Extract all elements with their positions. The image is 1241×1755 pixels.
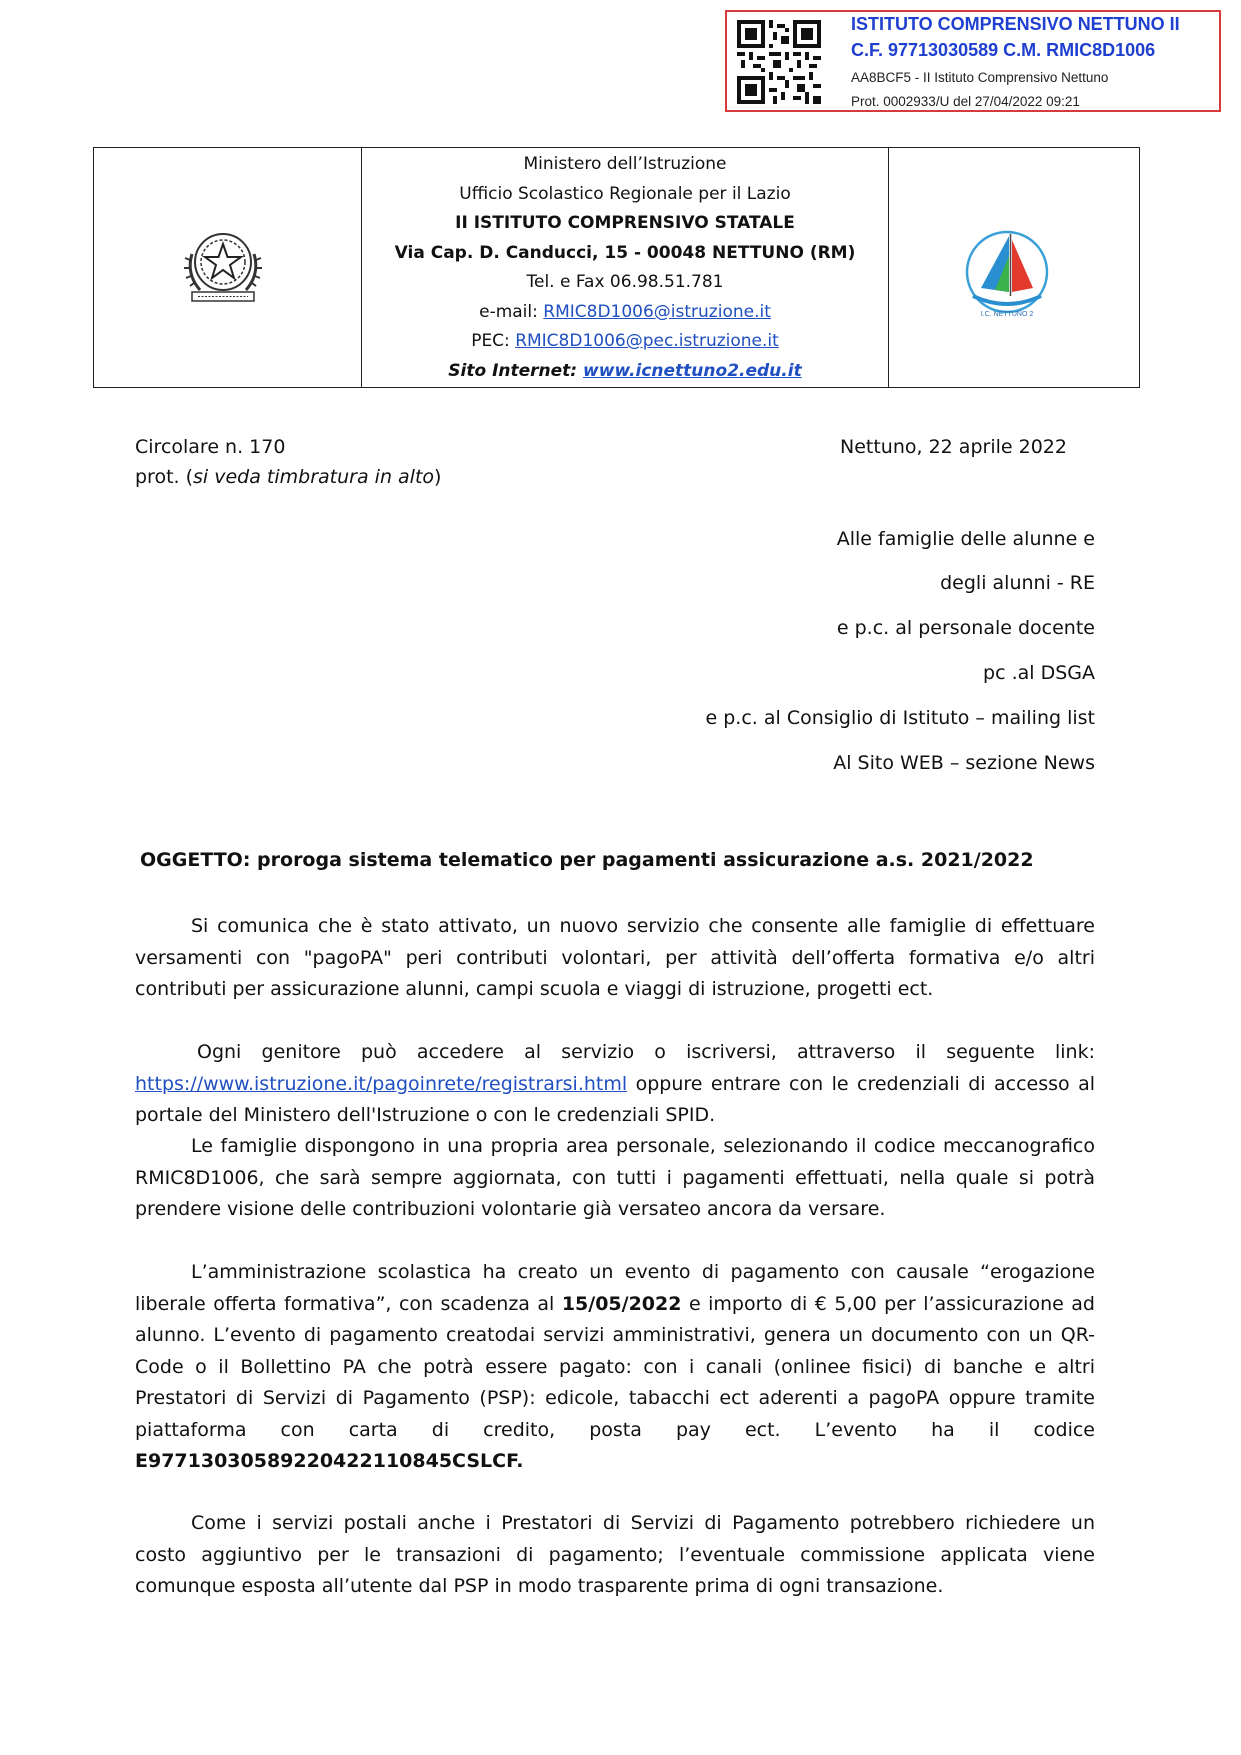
logo-text: I.C. NETTUNO 2 — [980, 311, 1034, 318]
paragraph-2-start: Ogni genitore può accedere al servizio o iscriversi, attraverso il seguente link: — [197, 1041, 1095, 1063]
regional-office: Ufficio Scolastico Regionale per il Lazio — [459, 183, 791, 204]
letterhead-right-cell — [888, 148, 1139, 387]
body-paragraph-2 — [135, 1037, 1095, 1132]
payment-event-code: E97713030589220422110845CSLCF. — [135, 1450, 524, 1472]
body-paragraph-3: Le famiglie dispongono in una propria area personale, selezionando il codice meccanografico RMIC8D1006, che sarà sempre aggiornata, con tutti i pagamenti effettuati, nella quale si potrà prendere visione delle contribuzioni volontarie già versateo ancora da versare. — [135, 1135, 1095, 1220]
paragraph-4-start: L’amministrazione scolastica ha creato un evento di pagamento con causale “erogazione liberale offerta formativa”, con scadenza al — [135, 1261, 1095, 1315]
stamp-office-code: AA8BCF5 - II Istituto Comprensivo Nettuno — [851, 70, 1109, 85]
email-line — [362, 298, 888, 328]
email-label: e-mail: — [479, 301, 544, 322]
letterhead-left-cell — [94, 148, 362, 387]
school-logo-icon — [959, 226, 1055, 322]
ministry-name: Ministero dell’Istruzione — [523, 154, 727, 174]
stamp-school-name: ISTITUTO COMPRENSIVO NETTUNO II — [851, 14, 1180, 34]
subject-line: OGGETTO: proroga sistema telematico per pagamenti assicurazione a.s. 2021/2022 — [140, 849, 1034, 871]
website-line — [362, 357, 888, 387]
stamp-protocol-number: Prot. 0002933/U del 27/04/2022 09:21 — [851, 94, 1080, 109]
pagoinrete-registration-link[interactable]: https://www.istruzione.it/pagoinrete/registrarsi.html — [135, 1072, 628, 1095]
recipient-line: e p.c. al personale docente — [836, 617, 1095, 639]
prot-prefix: prot. ( — [135, 466, 194, 488]
recipient-line: e p.c. al Consiglio di Istituto – mailing list — [705, 707, 1095, 729]
school-name: II ISTITUTO COMPRENSIVO STATALE — [455, 213, 795, 233]
body-paragraph-1: Si comunica che è stato attivato, un nuovo servizio che consente alle famiglie di effettuare versamenti con "pagoPA" peri contributi volontari, per attività dell’offerta formativa e/o altri contributi per assicurazione alunni, campi scuola e viaggi di istruzione, progetti ect. — [135, 915, 1095, 1000]
school-address: Via Cap. D. Canducci, 15 - 00048 NETTUNO (RM) — [394, 242, 856, 263]
school-phone: Tel. e Fax 06.98.51.781 — [526, 272, 724, 292]
letterhead-center-cell — [362, 148, 888, 389]
email-link[interactable]: RMIC8D1006@istruzione.it — [543, 301, 771, 322]
body-paragraph-5: Come i servizi postali anche i Prestatori di Servizi di Pagamento potrebbero richiedere un costo aggiuntivo per le transazioni di pagamento; l’eventuale commissione applicata viene comunque esposta all’utente dal PSP in modo trasparente prima di ogni transazione. — [135, 1512, 1095, 1597]
website-label: Sito Internet: — [448, 360, 584, 381]
protocol-reference — [135, 466, 441, 488]
recipient-line: degli alunni - RE — [940, 572, 1095, 594]
pec-link[interactable]: RMIC8D1006@pec.istruzione.it — [515, 331, 779, 351]
pec-line — [362, 327, 888, 357]
protocol-stamp — [725, 10, 1221, 112]
circular-number: Circolare n. 170 — [135, 436, 286, 458]
recipient-line: Al Sito WEB – sezione News — [833, 752, 1095, 774]
prot-suffix: ) — [434, 466, 442, 488]
qr-code-icon — [737, 20, 821, 104]
recipient-line: pc .al DSGA — [983, 662, 1095, 684]
italian-republic-emblem-icon — [178, 224, 268, 306]
payment-deadline: 15/05/2022 — [561, 1292, 682, 1315]
body-paragraph-4 — [135, 1257, 1095, 1478]
prot-italic-note: si veda timbratura in alto — [193, 466, 435, 488]
paragraph-4-middle: e importo di € 5,00 per l’assicurazione ad alunno. L’evento di pagamento creatodai servizi amministrativi, genera un documento con un QR-Code o il Bollettino PA che potrà essere pagato: con i canali (onlinee fisici) di banche e altri Prestatori di Servizi di Pagamento (PSP): edicole, tabacchi ect aderenti a pagoPA oppure tramite piattaforma con carta di credito, posta pay ect. L’evento ha il codice — [135, 1292, 1095, 1441]
website-link[interactable]: www.icnettuno2.edu.it — [583, 360, 802, 381]
stamp-fiscal-code: C.F. 97713030589 C.M. RMIC8D1006 — [851, 40, 1156, 60]
place-and-date: Nettuno, 22 aprile 2022 — [840, 436, 1067, 458]
pec-label: PEC: — [471, 331, 516, 351]
paragraph-2-end: oppure entrare con le credenziali di accesso al portale del Ministero dell'Istruzione o con le credenziali SPID. — [135, 1072, 1095, 1126]
letterhead-table — [93, 147, 1140, 388]
recipient-line: Alle famiglie delle alunne e — [836, 528, 1095, 550]
